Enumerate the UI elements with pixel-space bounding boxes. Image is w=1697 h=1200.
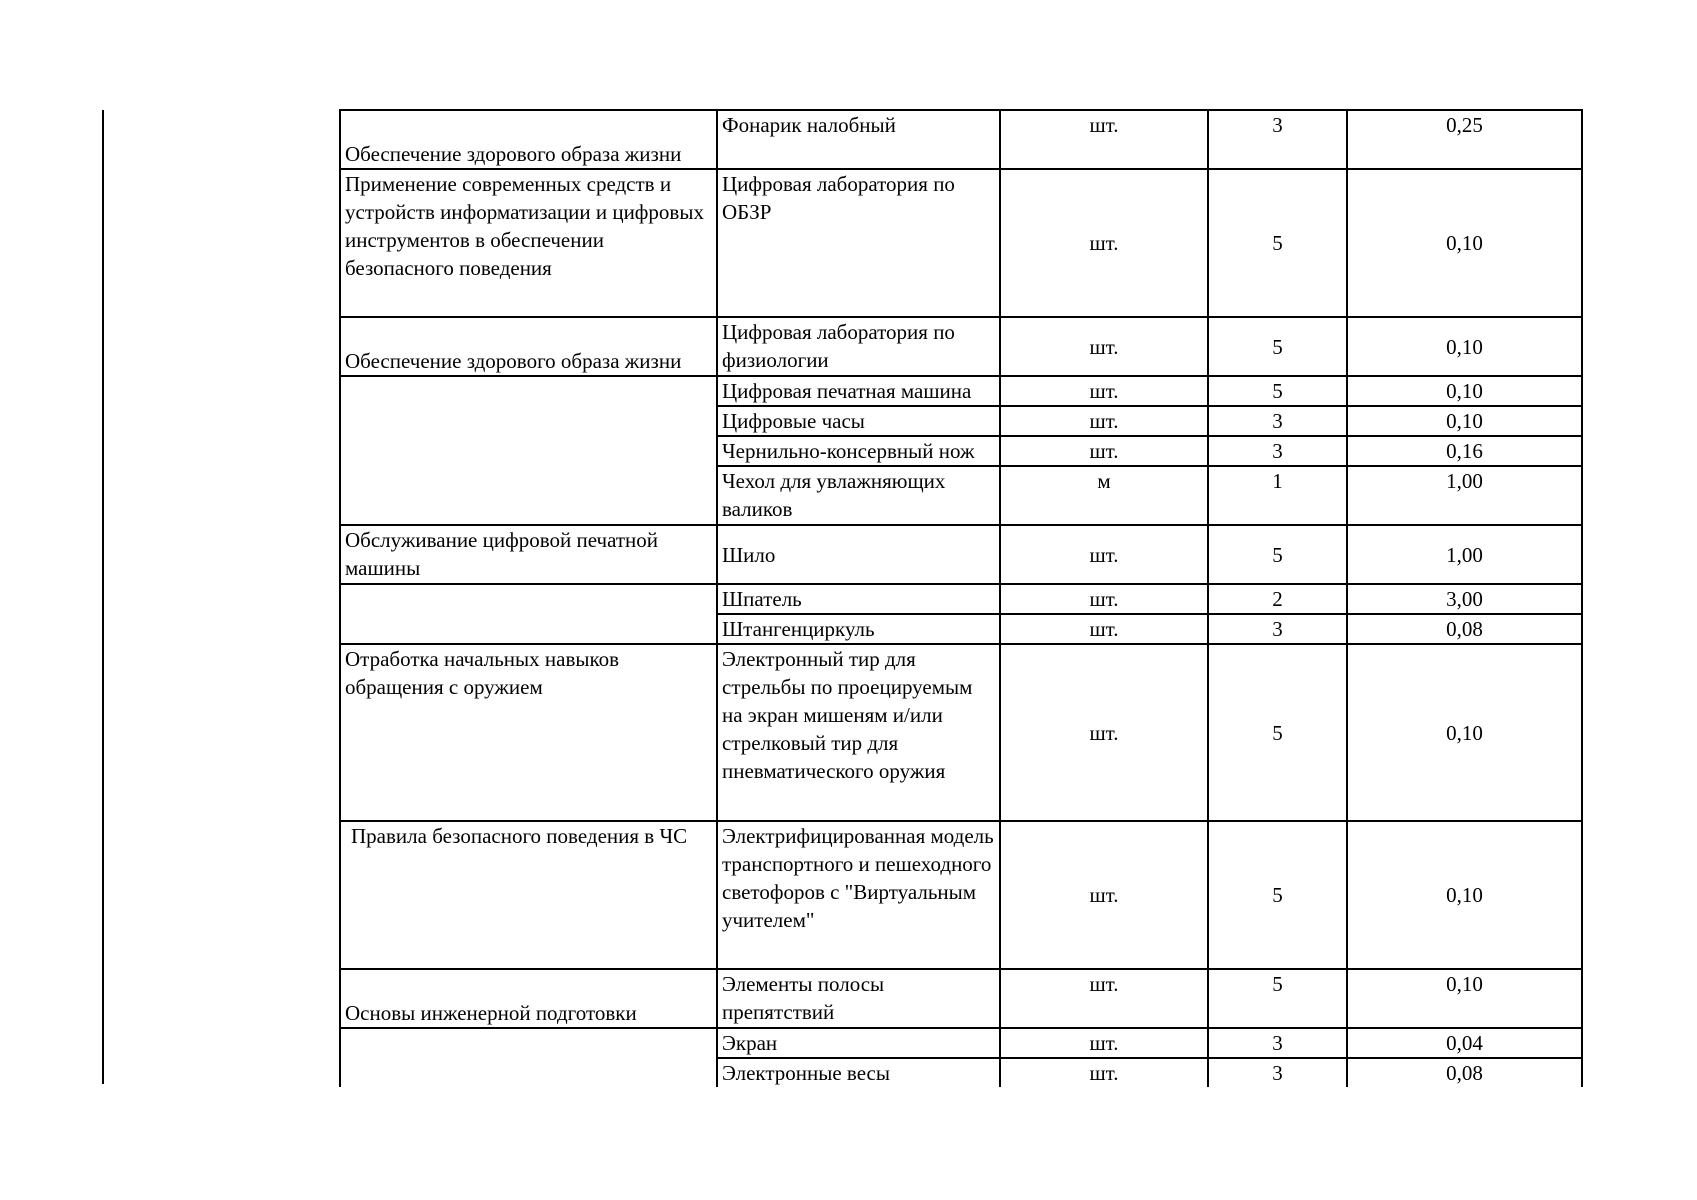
coef-cell: 1,00 xyxy=(1347,525,1582,584)
unit-cell: шт. xyxy=(1000,1028,1208,1058)
item-cell: Электронный тир для стрельбы по проецируемым на экран мишеням и/или стрелковый тир для пневматического оружия xyxy=(717,644,1000,821)
section-cell: Правила безопасного поведения в ЧС xyxy=(340,821,717,969)
qty-cell: 2 xyxy=(1208,584,1347,614)
coef-cell: 0,10 xyxy=(1347,969,1582,1028)
item-cell: Чехол для увлажняющих валиков xyxy=(717,466,1000,525)
section-cell xyxy=(340,376,717,525)
coef-cell: 0,10 xyxy=(1347,406,1582,436)
table-row xyxy=(340,525,1582,584)
coef-cell: 0,10 xyxy=(1347,376,1582,406)
section-cell: Обеспечение здорового образа жизни xyxy=(340,110,717,169)
page-margin-rule xyxy=(102,110,104,1084)
item-cell: Цифровая печатная машина xyxy=(717,376,1000,406)
unit-cell: шт. xyxy=(1000,436,1208,466)
coef-cell: 0,10 xyxy=(1347,644,1582,821)
item-cell: Фонарик налобный xyxy=(717,110,1000,169)
qty-cell: 3 xyxy=(1208,406,1347,436)
coef-cell: 0,10 xyxy=(1347,169,1582,317)
unit-cell: шт. xyxy=(1000,821,1208,969)
item-cell: Цифровая лаборатория по физиологии xyxy=(717,317,1000,376)
unit-cell: шт. xyxy=(1000,644,1208,821)
table-row xyxy=(340,110,1582,169)
item-cell: Экран xyxy=(717,1028,1000,1058)
item-cell: Элементы полосы препятствий xyxy=(717,969,1000,1028)
section-cell xyxy=(340,584,717,644)
item-cell: Чернильно-консервный нож xyxy=(717,436,1000,466)
table-row xyxy=(340,644,1582,821)
table-row xyxy=(340,969,1582,1028)
item-cell: Электронные весы xyxy=(717,1058,1000,1087)
unit-cell: шт. xyxy=(1000,376,1208,406)
qty-cell: 3 xyxy=(1208,436,1347,466)
qty-cell: 3 xyxy=(1208,1058,1347,1087)
qty-cell: 1 xyxy=(1208,466,1347,525)
section-cell: Применение современных средств и устройств информатизации и цифровых инструментов в обеспечении безопасного поведения xyxy=(340,169,717,317)
section-cell: Обслуживание цифровой печатной машины xyxy=(340,525,717,584)
unit-cell: шт. xyxy=(1000,584,1208,614)
section-cell: Основы инженерной подготовки xyxy=(340,969,717,1028)
item-cell: Цифровая лаборатория по ОБЗР xyxy=(717,169,1000,317)
unit-cell: шт. xyxy=(1000,969,1208,1028)
qty-cell: 5 xyxy=(1208,169,1347,317)
table-row xyxy=(340,1028,1582,1058)
qty-cell: 5 xyxy=(1208,317,1347,376)
item-cell: Штангенциркуль xyxy=(717,614,1000,644)
section-cell: Отработка начальных навыков обращения с оружием xyxy=(340,644,717,821)
equipment-table xyxy=(339,109,1583,1087)
table-row xyxy=(340,584,1582,614)
table-row xyxy=(340,376,1582,406)
item-cell: Шпатель xyxy=(717,584,1000,614)
table-row xyxy=(340,317,1582,376)
qty-cell: 3 xyxy=(1208,614,1347,644)
table-row xyxy=(340,169,1582,317)
qty-cell: 5 xyxy=(1208,376,1347,406)
unit-cell: шт. xyxy=(1000,614,1208,644)
coef-cell: 3,00 xyxy=(1347,584,1582,614)
item-cell: Шило xyxy=(717,525,1000,584)
unit-cell: шт. xyxy=(1000,317,1208,376)
unit-cell: шт. xyxy=(1000,406,1208,436)
table-row xyxy=(340,821,1582,969)
qty-cell: 3 xyxy=(1208,1028,1347,1058)
unit-cell: шт. xyxy=(1000,169,1208,317)
coef-cell: 0,10 xyxy=(1347,821,1582,969)
coef-cell: 0,16 xyxy=(1347,436,1582,466)
unit-cell: шт. xyxy=(1000,110,1208,169)
item-cell: Электрифицированная модель транспортного и пешеходного светофоров с "Виртуальным учителем" xyxy=(717,821,1000,969)
qty-cell: 3 xyxy=(1208,110,1347,169)
coef-cell: 1,00 xyxy=(1347,466,1582,525)
qty-cell: 5 xyxy=(1208,644,1347,821)
coef-cell: 0,08 xyxy=(1347,1058,1582,1087)
qty-cell: 5 xyxy=(1208,821,1347,969)
section-cell xyxy=(340,1028,717,1087)
unit-cell: шт. xyxy=(1000,525,1208,584)
coef-cell: 0,08 xyxy=(1347,614,1582,644)
qty-cell: 5 xyxy=(1208,969,1347,1028)
coef-cell: 0,10 xyxy=(1347,317,1582,376)
qty-cell: 5 xyxy=(1208,525,1347,584)
item-cell: Цифровые часы xyxy=(717,406,1000,436)
coef-cell: 0,04 xyxy=(1347,1028,1582,1058)
unit-cell: м xyxy=(1000,466,1208,525)
coef-cell: 0,25 xyxy=(1347,110,1582,169)
unit-cell: шт. xyxy=(1000,1058,1208,1087)
section-cell: Обеспечение здорового образа жизни xyxy=(340,317,717,376)
